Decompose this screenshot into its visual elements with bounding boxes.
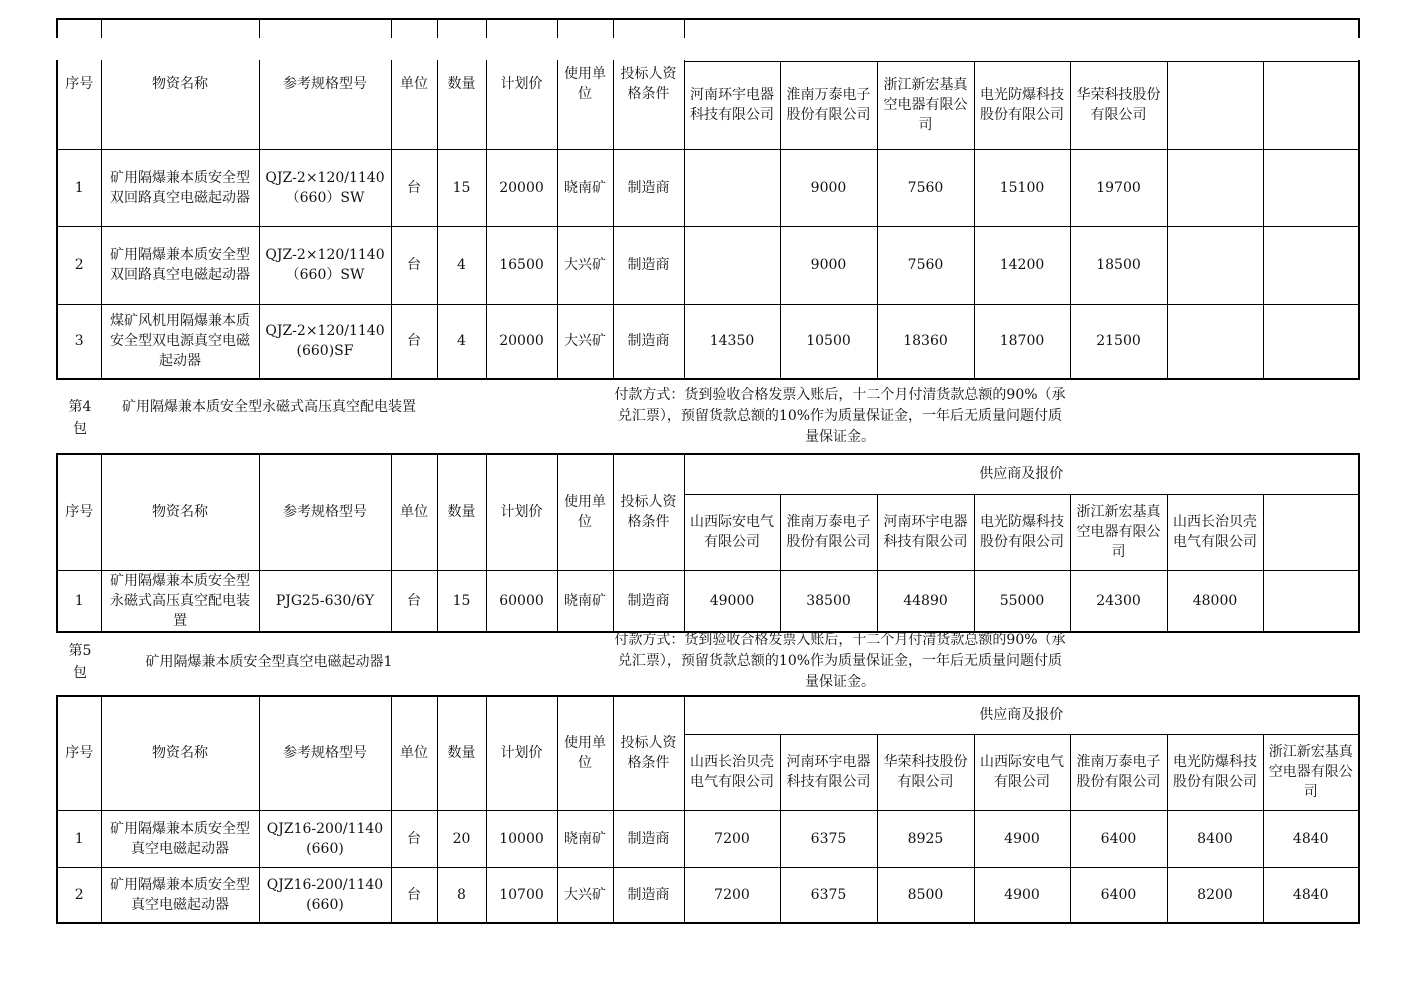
row-qty: 15 [437, 149, 486, 226]
col-name-header: 物资名称 [101, 696, 259, 810]
col-unit-header: 单位 [391, 454, 437, 570]
row-qual: 制造商 [613, 867, 684, 923]
row-name: 矿用隔爆兼本质安全型双回路真空电磁起动器 [101, 226, 259, 304]
col-name-header: 物资名称 [101, 454, 259, 570]
quote-cell: 8400 [1167, 810, 1263, 867]
row-qual: 制造商 [613, 226, 684, 304]
supplier-name [1263, 61, 1359, 149]
quote-cell: 7560 [877, 226, 974, 304]
row-unit: 台 [391, 867, 437, 923]
col-qty-header: 数量 [437, 454, 486, 570]
quote-cell: 10500 [780, 304, 877, 379]
supplier-name: 山西际安电气有限公司 [974, 734, 1070, 810]
supplier-name: 电光防爆科技股份有限公司 [1167, 734, 1263, 810]
row-user: 大兴矿 [557, 226, 613, 304]
supplier-name: 山西际安电气有限公司 [684, 494, 780, 570]
row-qty: 8 [437, 867, 486, 923]
quote-cell [684, 226, 780, 304]
col-user-header: 使用单位 [557, 454, 613, 570]
supplier-name: 河南环宇电器科技有限公司 [684, 61, 780, 149]
quote-cell [684, 149, 780, 226]
supplier-name: 电光防爆科技股份有限公司 [974, 61, 1070, 149]
supplier-name: 山西长治贝壳电气有限公司 [684, 734, 780, 810]
col-spec-header: 参考规格型号 [259, 454, 391, 570]
supplier-name: 河南环宇电器科技有限公司 [780, 734, 877, 810]
row-spec: QJZ-2×120/1140(660)SF [259, 304, 391, 379]
quote-cell: 4840 [1263, 810, 1359, 867]
row-name: 矿用隔爆兼本质安全型真空电磁起动器 [101, 867, 259, 923]
supplier-name: 山西长治贝壳电气有限公司 [1167, 494, 1263, 570]
col-spec-header: 参考规格型号 [259, 696, 391, 810]
quote-cell: 55000 [974, 570, 1070, 632]
row-spec: QJZ16-200/1140(660) [259, 867, 391, 923]
row-price: 20000 [486, 149, 557, 226]
package4-title: 矿用隔爆兼本质安全型永磁式高压真空配电装置 [122, 399, 416, 415]
supplier-name [1167, 61, 1263, 149]
quote-cell: 6400 [1070, 810, 1167, 867]
col-name-header: 物资名称 [101, 19, 259, 149]
quote-cell: 8500 [877, 867, 974, 923]
row-qual: 制造商 [613, 304, 684, 379]
quote-cell: 7560 [877, 149, 974, 226]
row-name: 煤矿风机用隔爆兼本质安全型双电源真空电磁起动器 [101, 304, 259, 379]
table-row [57, 867, 1359, 923]
quote-cell: 7200 [684, 810, 780, 867]
col-user-header: 使用单位 [557, 19, 613, 149]
quote-cell: 49000 [684, 570, 780, 632]
supplier-group-header: 供应商及报价 [684, 454, 1359, 494]
quote-cell: 19700 [1070, 149, 1167, 226]
table-row [57, 304, 1359, 379]
row-price: 60000 [486, 570, 557, 632]
supplier-group-header: 供应商及报价 [684, 696, 1359, 734]
quote-cell [1167, 304, 1263, 379]
col-qual-header: 投标人资格条件 [613, 696, 684, 810]
row-name: 矿用隔爆兼本质安全型双回路真空电磁起动器 [101, 149, 259, 226]
row-seq: 1 [57, 570, 101, 632]
top-clip-mask [56, 38, 1360, 60]
package5-title: 矿用隔爆兼本质安全型真空电磁起动器1 [145, 654, 393, 670]
supplier-name: 淮南万泰电子股份有限公司 [1070, 734, 1167, 810]
row-user: 晓南矿 [557, 149, 613, 226]
quote-cell: 15100 [974, 149, 1070, 226]
row-seq: 2 [57, 867, 101, 923]
quote-cell [1263, 304, 1359, 379]
row-price: 20000 [486, 304, 557, 379]
row-qual: 制造商 [613, 810, 684, 867]
supplier-name: 浙江新宏基真空电器有限公司 [1263, 734, 1359, 810]
quote-cell: 18700 [974, 304, 1070, 379]
row-seq: 2 [57, 226, 101, 304]
quote-cell: 4900 [974, 810, 1070, 867]
package5-quote-table [56, 695, 1360, 924]
quote-cell [1263, 226, 1359, 304]
table-row [57, 149, 1359, 226]
table-row [57, 570, 1359, 632]
col-seq-header: 序号 [57, 454, 101, 570]
quote-cell: 18360 [877, 304, 974, 379]
package4-payment-terms: 付款方式：货到验收合格发票入账后，十二个月付清货款总额的90%（承兑汇票），预留货款总额的10%作为质量保证金，一年后无质量问题付质量保证金。 [614, 387, 1066, 445]
row-qual: 制造商 [613, 570, 684, 632]
row-user: 大兴矿 [557, 867, 613, 923]
row-user: 大兴矿 [557, 304, 613, 379]
col-seq-header: 序号 [57, 19, 101, 149]
quote-cell [1167, 226, 1263, 304]
row-price: 10700 [486, 867, 557, 923]
quote-cell [1263, 570, 1359, 632]
quote-cell: 9000 [780, 226, 877, 304]
supplier-name: 浙江新宏基真空电器有限公司 [1070, 494, 1167, 570]
row-qual: 制造商 [613, 149, 684, 226]
quote-cell: 21500 [1070, 304, 1167, 379]
quote-cell [1263, 149, 1359, 226]
col-spec-header: 参考规格型号 [259, 19, 391, 149]
table-row [57, 226, 1359, 304]
quote-cell: 9000 [780, 149, 877, 226]
quote-cell: 6375 [780, 867, 877, 923]
row-unit: 台 [391, 810, 437, 867]
package4-quote-table [56, 453, 1360, 633]
supplier-name: 华荣科技股份有限公司 [877, 734, 974, 810]
col-price-header: 计划价 [486, 696, 557, 810]
quote-cell [1167, 149, 1263, 226]
supplier-name: 华荣科技股份有限公司 [1070, 61, 1167, 149]
quote-cell: 14350 [684, 304, 780, 379]
row-unit: 台 [391, 570, 437, 632]
package5-payment-terms: 付款方式：货到验收合格发票入账后，十二个月付清货款总额的90%（承兑汇票），预留货款总额的10%作为质量保证金，一年后无质量问题付质量保证金。 [614, 632, 1066, 690]
row-spec: QJZ-2×120/1140（660）SW [259, 226, 391, 304]
table-row [57, 810, 1359, 867]
supplier-name: 淮南万泰电子股份有限公司 [780, 494, 877, 570]
col-qual-header: 投标人资格条件 [613, 454, 684, 570]
quote-cell: 18500 [1070, 226, 1167, 304]
package4-label: 第4包 [68, 399, 92, 437]
quote-cell: 48000 [1167, 570, 1263, 632]
supplier-name: 淮南万泰电子股份有限公司 [780, 61, 877, 149]
quote-cell: 24300 [1070, 570, 1167, 632]
supplier-name: 河南环宇电器科技有限公司 [877, 494, 974, 570]
row-user: 晓南矿 [557, 810, 613, 867]
quote-cell: 6400 [1070, 867, 1167, 923]
row-spec: QJZ-2×120/1140（660）SW [259, 149, 391, 226]
col-qty-header: 数量 [437, 19, 486, 149]
row-price: 10000 [486, 810, 557, 867]
row-qty: 4 [437, 226, 486, 304]
row-name: 矿用隔爆兼本质安全型真空电磁起动器 [101, 810, 259, 867]
col-price-header: 计划价 [486, 454, 557, 570]
supplier-group-header-row [57, 696, 1359, 734]
col-qty-header: 数量 [437, 696, 486, 810]
row-qty: 4 [437, 304, 486, 379]
row-unit: 台 [391, 149, 437, 226]
col-seq-header: 序号 [57, 696, 101, 810]
row-seq: 1 [57, 149, 101, 226]
row-seq: 3 [57, 304, 101, 379]
col-price-header: 计划价 [486, 19, 557, 149]
quote-cell: 38500 [780, 570, 877, 632]
row-spec: PJG25-630/6Y [259, 570, 391, 632]
quote-cell: 8925 [877, 810, 974, 867]
col-unit-header: 单位 [391, 696, 437, 810]
row-unit: 台 [391, 304, 437, 379]
supplier-name [1263, 494, 1359, 570]
supplier-group-header-row [57, 454, 1359, 494]
row-price: 16500 [486, 226, 557, 304]
supplier-name: 浙江新宏基真空电器有限公司 [877, 61, 974, 149]
col-qual-header: 投标人资格条件 [613, 19, 684, 149]
quote-cell: 7200 [684, 867, 780, 923]
quote-cell: 6375 [780, 810, 877, 867]
row-qty: 15 [437, 570, 486, 632]
row-name: 矿用隔爆兼本质安全型永磁式高压真空配电装置 [101, 570, 259, 632]
quote-cell: 4840 [1263, 867, 1359, 923]
package5-label: 第5包 [68, 643, 92, 681]
quote-cell: 44890 [877, 570, 974, 632]
quote-cell: 14200 [974, 226, 1070, 304]
supplier-name: 电光防爆科技股份有限公司 [974, 494, 1070, 570]
quote-cell: 8200 [1167, 867, 1263, 923]
quote-cell: 4900 [974, 867, 1070, 923]
row-spec: QJZ16-200/1140(660) [259, 810, 391, 867]
row-seq: 1 [57, 810, 101, 867]
row-user: 晓南矿 [557, 570, 613, 632]
row-unit: 台 [391, 226, 437, 304]
col-unit-header: 单位 [391, 19, 437, 149]
col-user-header: 使用单位 [557, 696, 613, 810]
quote-table-top [56, 18, 1360, 380]
row-qty: 20 [437, 810, 486, 867]
